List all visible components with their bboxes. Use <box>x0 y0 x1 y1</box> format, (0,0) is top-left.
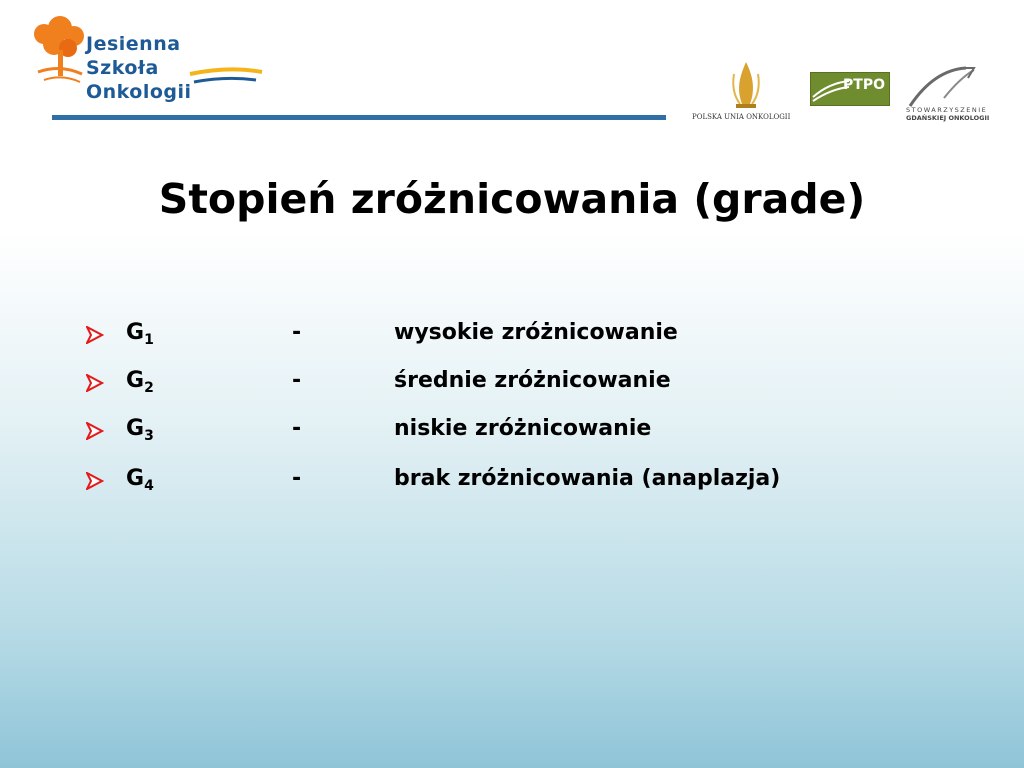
arrow-bullet-icon <box>86 326 104 344</box>
header-divider <box>52 115 666 120</box>
grade-dash: - <box>292 368 302 393</box>
grade-subscript: 1 <box>144 332 154 348</box>
puo-caption: POLSKA UNIA ONKOLOGII <box>692 113 791 121</box>
grade-letter: G <box>126 416 145 441</box>
grade-dash: - <box>292 320 302 345</box>
list-item <box>86 366 946 414</box>
grade-letter: G <box>126 320 145 345</box>
grade-code <box>126 416 154 444</box>
grade-code <box>126 320 154 348</box>
grade-subscript: 4 <box>144 478 154 494</box>
sgo-caption <box>906 106 1002 122</box>
grade-description: wysokie zróżnicowanie <box>394 320 678 345</box>
ptpo-logo <box>810 72 890 106</box>
grade-list <box>86 318 946 512</box>
swoosh-icon <box>904 64 1004 110</box>
grade-description: niskie zróżnicowanie <box>394 416 652 441</box>
grade-dash: - <box>292 466 302 491</box>
grade-description: średnie zróżnicowanie <box>394 368 671 393</box>
sgo-caption-line-1: STOWARZYSZENIE <box>906 106 988 114</box>
list-item <box>86 318 946 366</box>
grade-letter: G <box>126 466 145 491</box>
grade-code <box>126 368 154 396</box>
grade-dash: - <box>292 416 302 441</box>
arrow-bullet-icon <box>86 374 104 392</box>
logo-line-2: Szkoła <box>86 57 159 79</box>
list-item <box>86 414 946 462</box>
logo-line-1: Jesienna <box>86 33 181 55</box>
list-item <box>86 464 946 512</box>
arrow-bullet-icon <box>86 472 104 490</box>
ptpo-label: PTPO <box>843 77 885 93</box>
grade-letter: G <box>126 368 145 393</box>
grade-subscript: 3 <box>144 428 154 444</box>
logo-line-3: Onkologii <box>86 81 192 103</box>
slide-title: Stopień zróżnicowania (grade) <box>158 175 866 223</box>
grade-description: brak zróżnicowania (anaplazja) <box>394 466 781 491</box>
grade-subscript: 2 <box>144 380 154 396</box>
sgo-caption-line-2: GDAŃSKIEJ ONKOLOGII <box>906 114 990 122</box>
arrow-bullet-icon <box>86 422 104 440</box>
grade-code <box>126 466 154 494</box>
logo-wordmark <box>86 32 192 104</box>
